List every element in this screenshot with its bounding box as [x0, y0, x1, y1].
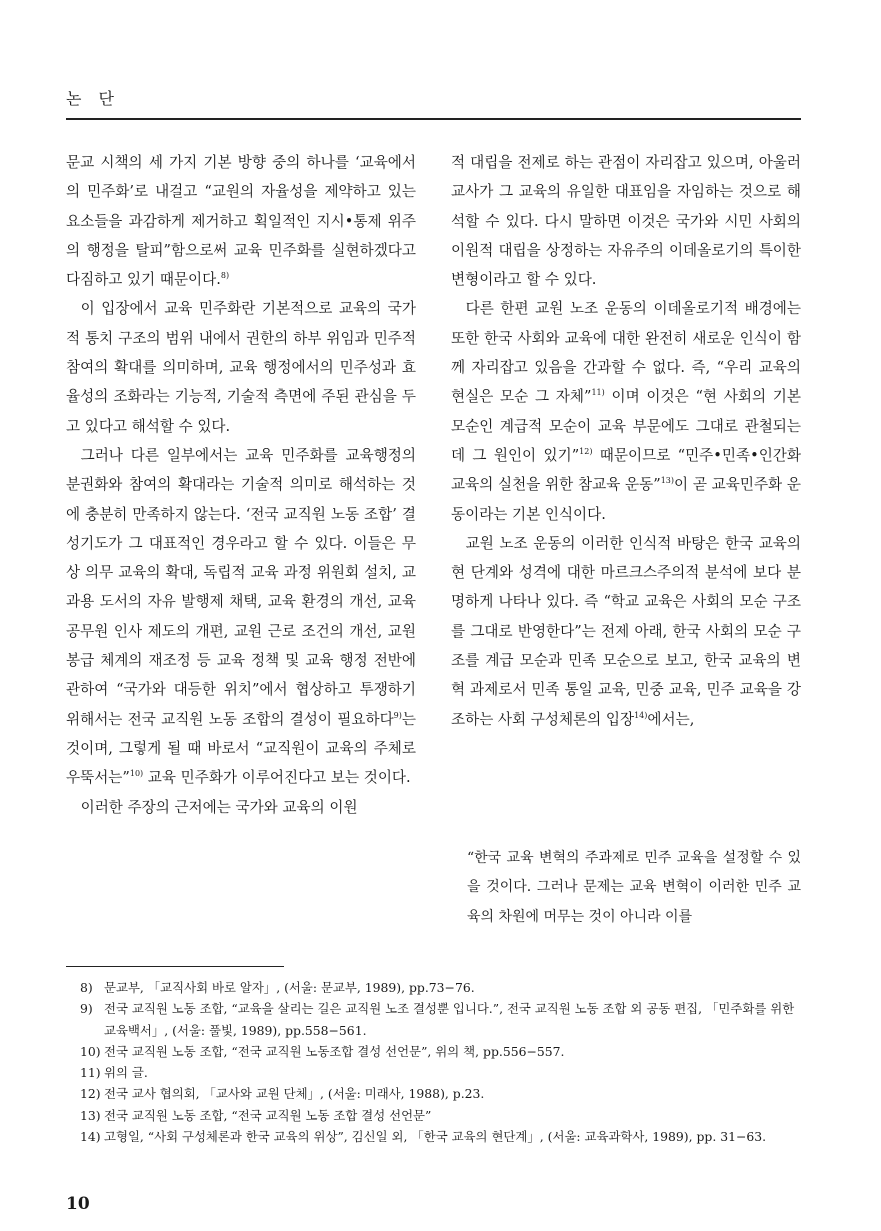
footnote-ref: 11) [591, 388, 605, 398]
footnote-text: 전국 교사 협의회, 「교사와 교원 단체」, (서울: 미래사, 1988), p.23. [104, 1086, 485, 1102]
right-column [451, 148, 801, 734]
paragraph [451, 294, 801, 528]
footnote-ref: 8) [220, 271, 230, 281]
left-column [66, 148, 416, 822]
footnote-number: 11) [80, 1065, 101, 1081]
footnote-number: 14) [80, 1129, 101, 1145]
footnote-text: 문교부, 「교직사회 바로 알자」, (서울: 문교부, 1989), pp.73−76. [104, 980, 475, 995]
footnote-number: 13) [80, 1107, 101, 1123]
paragraph-text: 이러한 주장의 근저에는 국가와 교육의 이원 [80, 798, 358, 816]
paragraph-text: 그러나 다른 일부에서는 교육 민주화를 교육행정의 분권화와 참여의 확대라는 기술적 의미로 해석하는 것에 충분히 만족하지 않는다. ‘전국 교직원 노동 조합’ 결성기도가 그 대표적인 경우라고 할 수 있다. 이들은 무상 의무 교육의 확대, 독립적 교육 과정 위원회 설치, 교과용 도서의 자유 발행제 채택, 교육 환경의 개선, 교육공무원 인사 제도의 개편, 교원 근로 조건의 개선, 교원 봉급 체계의 재조정 등 교육 정책 및 교육 행정 전반에 관하여 “국가와 대등한 위치”에서 협상하고 투쟁하기 위해서는 전국 교직원 노동 조합의 결성이 필요하다 [66, 446, 416, 728]
footnote-rule [66, 966, 284, 967]
footnote [80, 1083, 800, 1104]
paragraph-text: 에서는, [647, 710, 695, 728]
footnote [80, 1062, 800, 1083]
footnote-text: 전국 교직원 노동 조합, “교육을 살리는 길은 교직원 노조 결성뿐 입니다.”, 전국 교직원 노동 조합 외 공동 편집, 「민주화를 위한 교육백서」, (서울: 풀빛, 1989), pp.558−561. [104, 1001, 795, 1038]
paragraph-text: 적 대립을 전제로 하는 관점이 자리잡고 있으며, 아울러 교사가 그 교육의 유일한 대표임을 자임하는 것으로 해석할 수 있다. 다시 말하면 이것은 국가와 시민 사회의 이원적 대립을 상정하는 자유주의 이데올로기의 특이한 변형이라고 할 수 있다. [451, 154, 801, 289]
paragraph [66, 148, 416, 294]
paragraph-text: 문교 시책의 세 가지 기본 방향 중의 하나를 ‘교육에서의 민주화’로 내걸고 “교원의 자율성을 제약하고 있는 요소들을 과감하게 제거하고 획일적인 지시•통제 위주의 행정을 탈피”함으로써 교육 민주화를 실현하겠다고 다짐하고 있기 때문이다. [66, 154, 416, 289]
paragraph-text: 는 것이며, 그렇게 될 때 바로서 “교직원이 교육의 주체로 우뚝서는” [66, 710, 416, 787]
paragraph-text: 이며 이것은 “현 사회의 기본 모순인 계급적 모순이 교육 부문에도 그대로 관철되는 데 그 원인이 있기” [451, 388, 801, 464]
paragraph-text: 이 곧 교육민주화 운동이라는 기본 인식이다. [451, 476, 801, 523]
footnote-text: 전국 교직원 노동 조합, “전국 교직원 노동 조합 결성 선언문” [104, 1107, 432, 1123]
footnote-number: 8) [80, 980, 93, 995]
paragraph-text: 다른 한편 교원 노조 운동의 이데올로기적 배경에는 또한 한국 사회와 교육에 대한 완전히 새로운 인식이 함께 자리잡고 있음을 간과할 수 없다. 즉, “우리 교육의 현실은 모순 그 자체” [451, 300, 801, 406]
block-quote: “한국 교육 변혁의 주과제로 민주 교육을 설정할 수 있을 것이다. 그러나 문제는 교육 변혁이 이러한 민주 교육의 차원에 머무는 것이 아니라 이를 [467, 850, 801, 925]
paragraph [66, 793, 416, 822]
footnote-number: 9) [80, 1001, 93, 1017]
footnote-ref: 10) [129, 769, 144, 779]
paragraph [66, 294, 416, 440]
paragraph-text: 교육 민주화가 이루어진다고 보는 것이다. [143, 769, 411, 787]
section-header: 논 단 [66, 89, 120, 108]
paragraph [451, 148, 801, 294]
paragraph-text: 때문이므로 “민주•민족•인간화 교육의 실천을 위한 참교육 운동” [451, 446, 801, 494]
footnote [80, 1041, 800, 1062]
footnote-ref: 12) [579, 447, 593, 457]
footnote-ref: 9) [393, 710, 402, 720]
footnote [80, 1105, 800, 1126]
footnote-text: 전국 교직원 노동 조합, “전국 교직원 노동조합 결성 선언문”, 위의 책, pp.556−557. [104, 1043, 565, 1059]
footnote [80, 977, 800, 998]
paragraph-text: 이 입장에서 교육 민주화란 기본적으로 교육의 국가적 통치 구조의 범위 내에서 권한의 하부 위임과 민주적 참여의 확대를 의미하며, 교육 행정에서의 민주성과 효율성의 조화라는 기능적, 기술적 측면에 주된 관심을 두고 있다고 해석할 수 있다. [66, 300, 416, 435]
page-number: 10 [66, 1194, 90, 1214]
paragraph [451, 529, 801, 734]
footnote-number: 12) [80, 1086, 101, 1102]
header-rule [66, 118, 801, 120]
footnote-text: 위의 글. [104, 1065, 148, 1081]
footnote [80, 998, 800, 1041]
paragraph-text: 교원 노조 운동의 이러한 인식적 바탕은 한국 교육의 현 단계와 성격에 대한 마르크스주의적 분석에 보다 분명하게 나타나 있다. 즉 “학교 교육은 사회의 모순 구조를 그대로 반영한다”는 전제 아래, 한국 사회의 모순 구조를 계급 모순과 민족 모순으로 보고, 한국 교육의 변혁 과제로서 민족 통일 교육, 민중 교육, 민주 교육을 강조하는 사회 구성체론의 입장 [451, 534, 801, 728]
footnote-ref: 14) [634, 710, 648, 720]
paragraph [66, 441, 416, 793]
footnote [80, 1126, 800, 1147]
footnote-text: 고형일, “사회 구성체론과 한국 교육의 위상”, 김신일 외, 「한국 교육의 현단계」, (서울: 교육과학사, 1989), pp. 31−63. [104, 1129, 767, 1145]
footnote-number: 10) [80, 1043, 101, 1059]
footnote-ref: 13) [660, 476, 674, 486]
footnotes [80, 977, 800, 1147]
